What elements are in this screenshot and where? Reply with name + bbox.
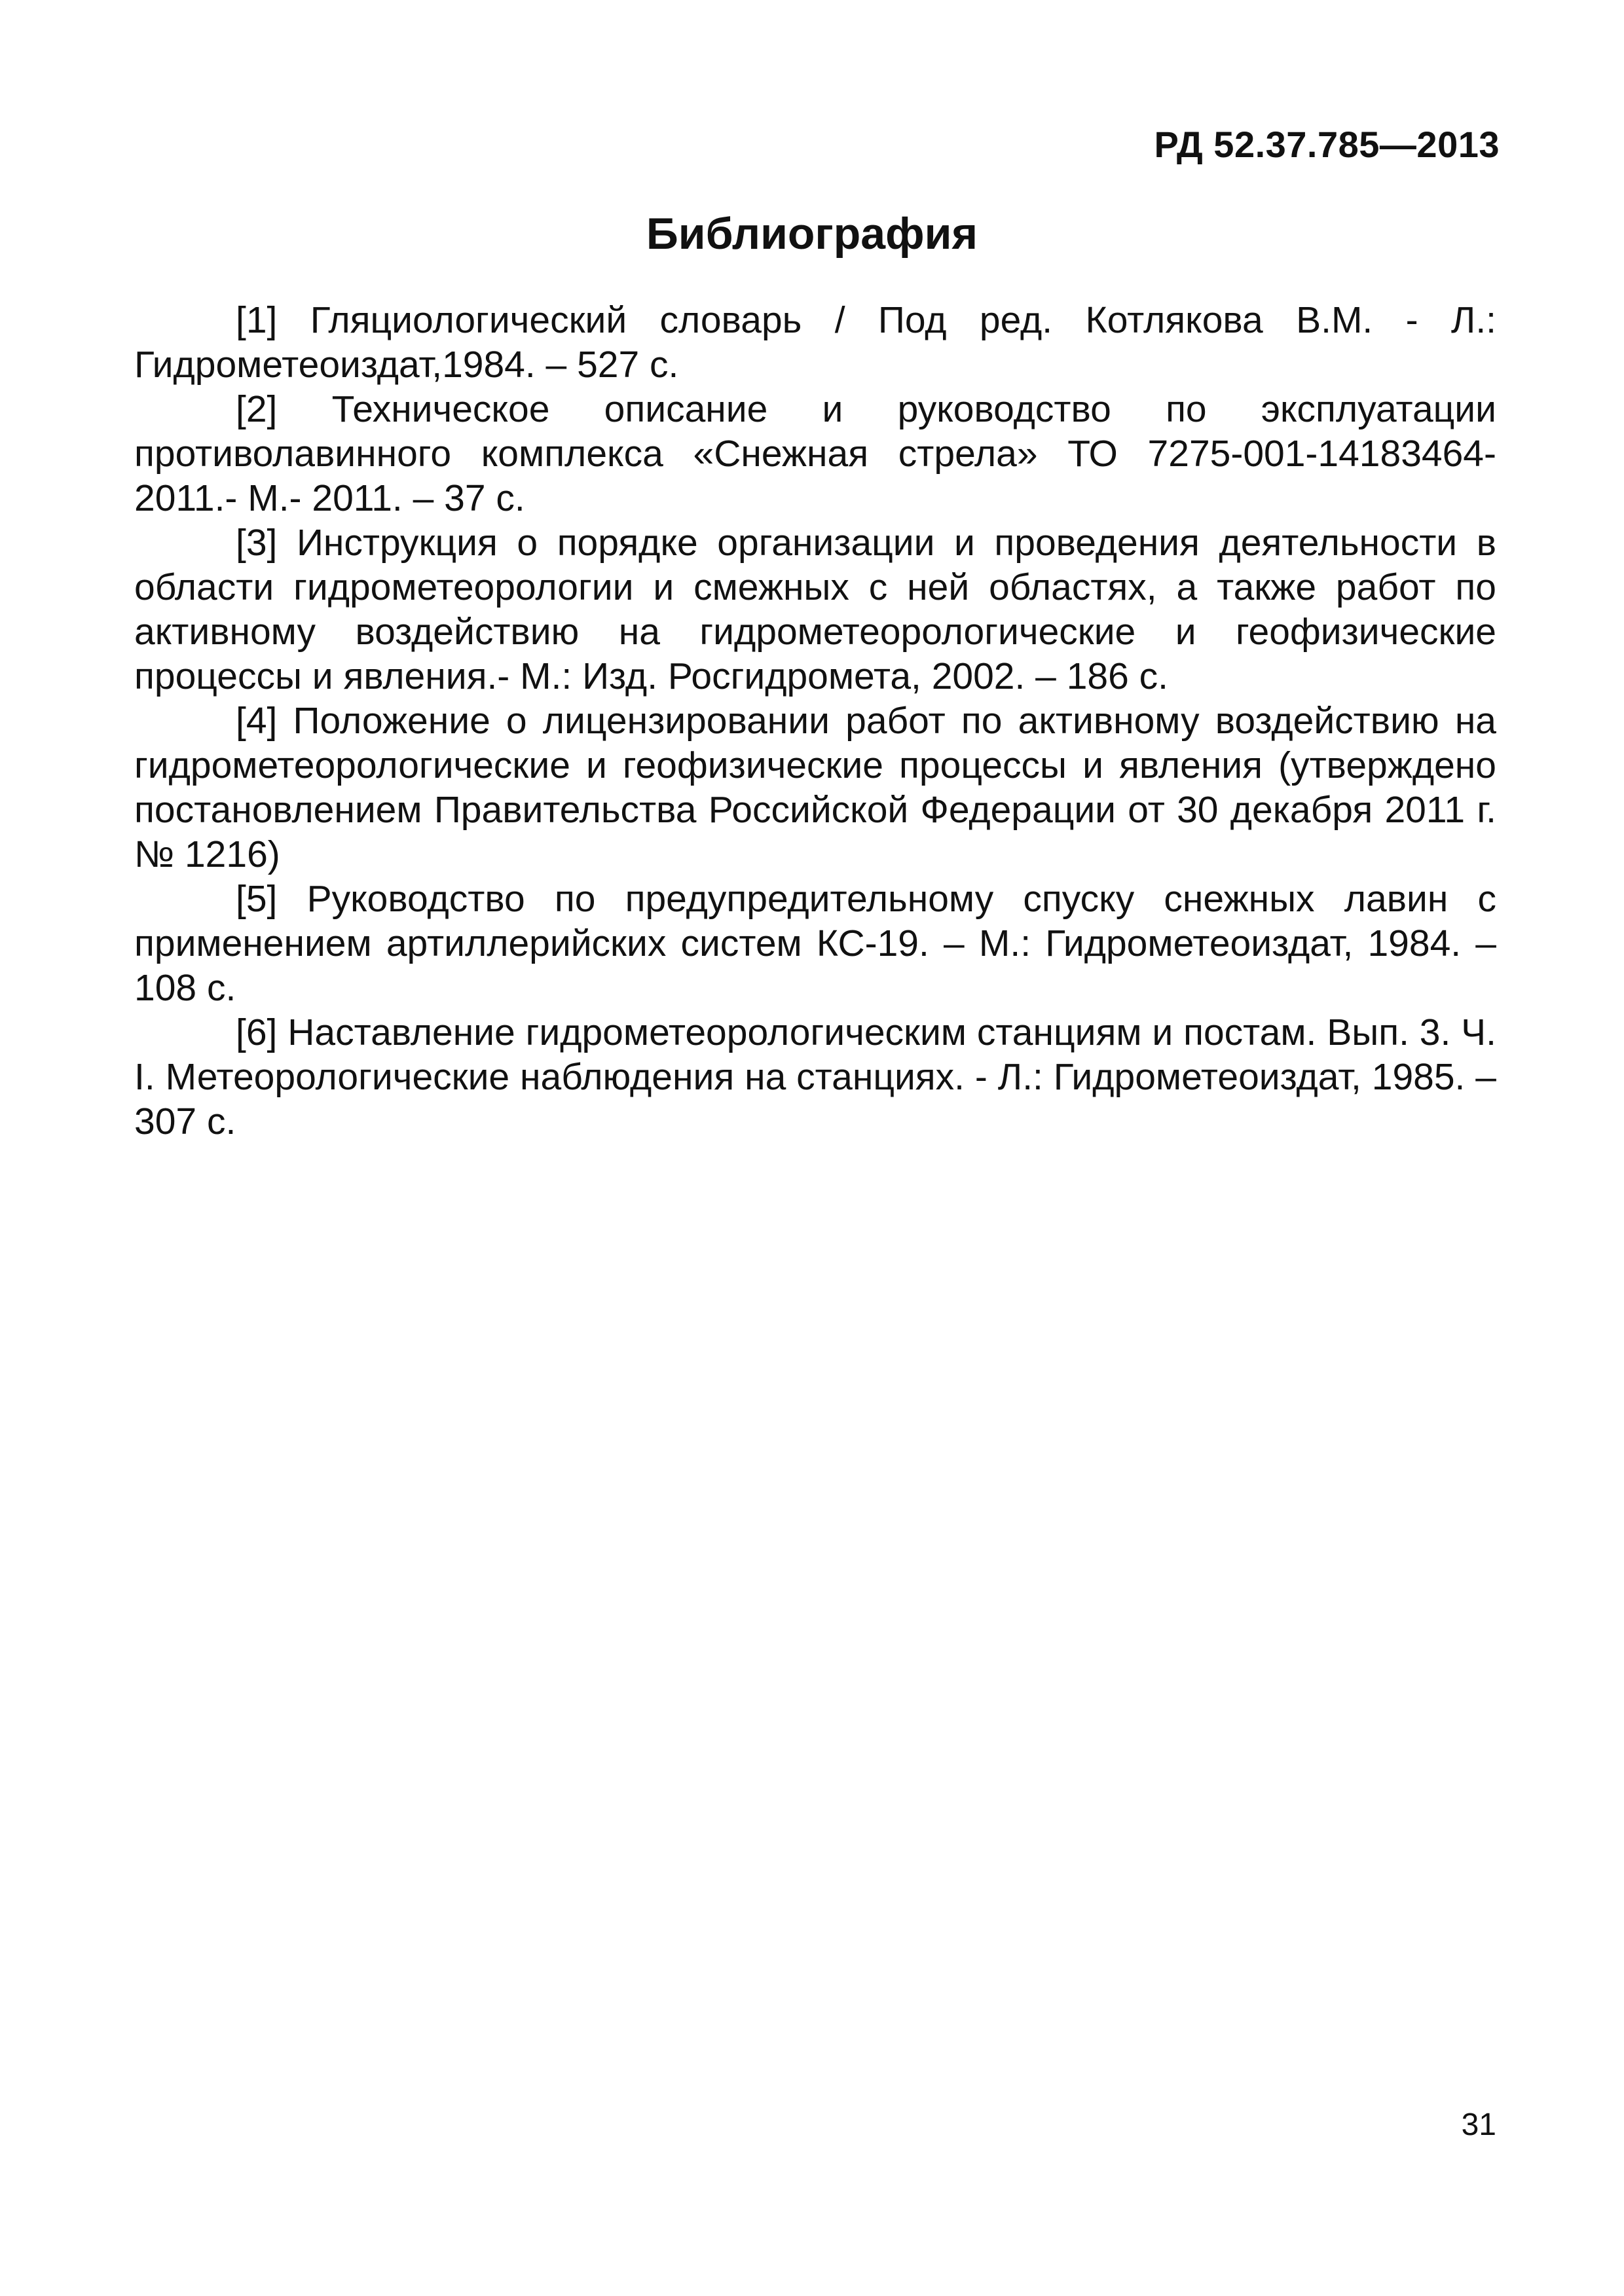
- page-number: 31: [1461, 2107, 1496, 2142]
- bibliography-entry-3: [3] Инструкция о порядке организации и проведения деятельности в области гидрометеорологии и смежных с ней областях, а также работ по активному воздействию на гидрометеорологические и геофизические процессы и явления.- М.: Изд. Росгидромета, 2002. – 186 с.: [134, 522, 1496, 697]
- bibliography-entry-1: [1] Гляциологический словарь / Под ред. Котлякова В.М. - Л.: Гидрометеоиздат,1984. – 527 с.: [134, 299, 1496, 386]
- bibliography-entry-5: [5] Руководство по предупредительному спуску снежных лавин с применением артиллерийских систем КС-19. – М.: Гидрометеоиздат, 1984. – 108 с.: [134, 878, 1496, 1009]
- bibliography-entry-6: [6] Наставление гидрометеорологическим станциям и постам. Вып. 3. Ч. I. Метеорологические наблюдения на станциях. - Л.: Гидрометеоиздат, 1985. – 307 с.: [134, 1011, 1496, 1142]
- bibliography-list: [134, 298, 1496, 1144]
- page-title: Библиография: [646, 209, 978, 259]
- bibliography-entry-2: [2] Техническое описание и руководство по эксплуатации противолавинного комплекса «Снежная стрела» ТО 7275-001-14183464-2011.- М.- 2011. – 37 с.: [134, 388, 1496, 519]
- document-code: РД 52.37.785—2013: [1154, 124, 1500, 165]
- bibliography-entry-4: [4] Положение о лицензировании работ по активному воздействию на гидрометеорологические и геофизические процессы и явления (утверждено постановлением Правительства Российской Федерации от 30 декабря 2011 г. № 1216): [134, 700, 1496, 875]
